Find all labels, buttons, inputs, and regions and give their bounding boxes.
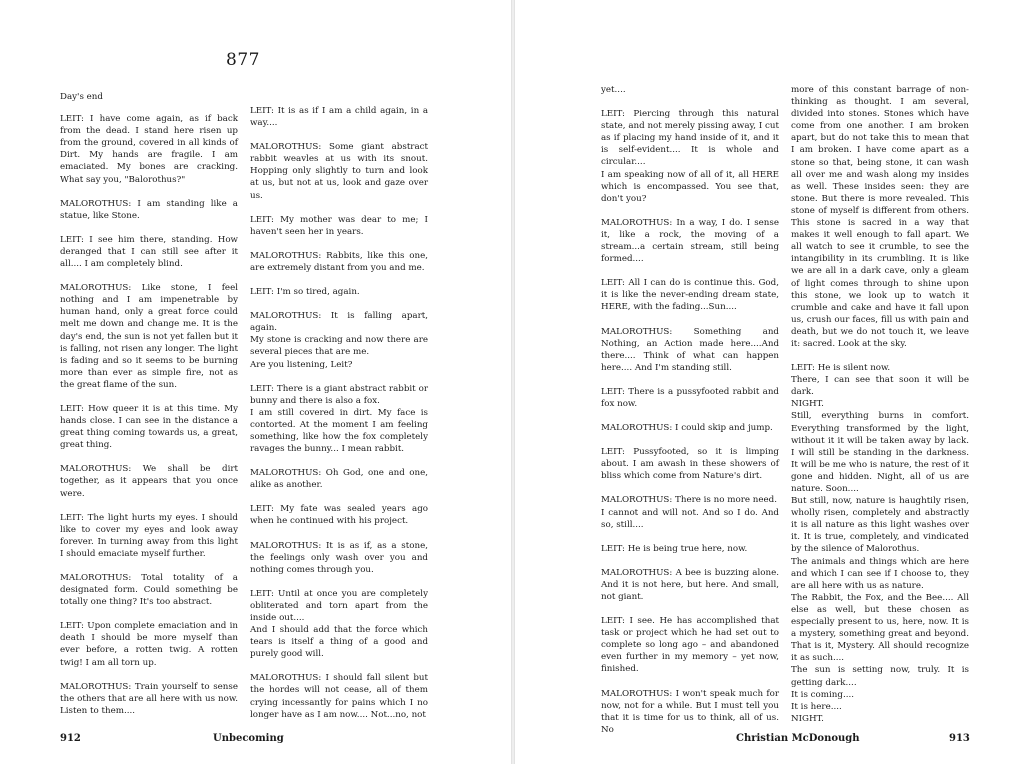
dialogue-paragraph: MALOROTHUS: I am standing like a statue, like Stone. — [60, 198, 238, 221]
top-page-number: 877 — [226, 50, 260, 70]
right-page-column-1 — [601, 84, 779, 748]
dialogue-paragraph: MALOROTHUS: Some giant abstract rabbit weavles at us with its snout. Hopping only slightly to turn and look at us, but not at us, look and gaze over us. — [250, 142, 428, 201]
dialogue-paragraph: LEIT: He is being true here, now. — [601, 543, 748, 554]
dialogue-paragraph: MALOROTHUS: We shall be dirt together, as it appears that you once were. — [60, 464, 238, 499]
dialogue-paragraph: MALOROTHUS: Train yourself to sense the others that are all here with us now. Listen to them.... — [60, 681, 238, 716]
dialogue-paragraph: MALOROTHUS: A bee is buzzing alone. And it is not here, but here. And small, not giant. — [601, 567, 779, 602]
dialogue-paragraph: LEIT: There is a pussyfooted rabbit and fox now. — [601, 386, 779, 409]
dialogue-paragraph: LEIT: I have come again, as if back from the dead. I stand here risen up from the ground, covered in all kinds of Dirt. My hands are fragile. I am emaciated. My bones are cracking. What say you, "Balorothus?" — [60, 114, 238, 185]
dialogue-paragraph: MALOROTHUS: It is as if, as a stone, the feelings only wash over you and nothing comes through you. — [250, 540, 428, 575]
dialogue-paragraph: MALOROTHUS: I should fall silent but the hordes will not cease, all of them crying incessantly for pains which I no longer have as I am now.... Not...no, not — [250, 673, 428, 720]
section-heading: Day's end — [60, 92, 103, 102]
dialogue-paragraph: MALOROTHUS: Something and Nothing, an Action made here....And there.... Think of what can happen here.... And I'm standing still. — [601, 326, 779, 373]
dialogue-paragraph: MALOROTHUS: There is no more need. I cannot and will not. And so I do. And so, still.... — [601, 495, 779, 530]
dialogue-paragraph: LEIT: I see him there, standing. How deranged that I can still see after it all.... I am completely blind. — [60, 234, 238, 270]
left-page-number: 912 — [60, 733, 81, 744]
dialogue-paragraph: LEIT: I see. He has accomplished that task or project which he had set out to complete so long ago – and abandoned even further in my memory – yet now, finished. — [601, 616, 779, 675]
dialogue-paragraph: more of this constant barrage of non-thinking as thought. I am several, divided into stones. Stones which have come from one another. I am broken apart, but do not take this to mean that I am broken. I have come apart as a stone so that, being stone, it can wash all over me and wash along my insides as well. These insides seen: they are stone. But there is more revealed. This stone of myself is different from others. This stone is sacred in a way that makes it well enough to fall apart. We all watch to see it crumble, to see the intangibility in its crumbling. It is like we are all in a dark cave, only a gleam of light comes through to shine upon this stone, we look up to watch it crumble and cake and have it fall upon us, crush our faces, fill us with pain and death, but we do not touch it, we leave it: sacred. Look at the sky. — [791, 85, 969, 349]
dialogue-paragraph: LEIT: The light hurts my eyes. I should like to cover my eyes and look away forever. In turning away from this light I should emaciate myself further. — [60, 512, 238, 559]
right-page-column-2 — [791, 84, 969, 737]
dialogue-paragraph: LEIT: All I can do is continue this. God, it is like the never-ending dream state, HERE, with the fading...Sun.... — [601, 278, 779, 313]
dialogue-paragraph: MALOROTHUS: Rabbits, like this one, are extremely distant from you and me. — [250, 250, 428, 273]
dialogue-paragraph: MALOROTHUS: It is falling apart, again. My stone is cracking and now there are several pieces that are me. Are you listening, Leit? — [250, 311, 428, 370]
dialogue-paragraph: LEIT: Pussyfooted, so it is limping about. I am awash in these showers of bliss which come from Nature's dirt. — [601, 447, 779, 482]
dialogue-paragraph: LEIT: My mother was dear to me; I haven't seen her in years. — [250, 214, 428, 237]
running-footer-title: Unbecoming — [213, 733, 284, 744]
dialogue-paragraph: LEIT: My fate was sealed years ago when he continued with his project. — [250, 504, 428, 527]
dialogue-paragraph: LEIT: Until at once you are completely obliterated and torn apart from the inside out.... And I should add that the force which tears is itself a thing of a good and purely good will. — [250, 588, 428, 660]
dialogue-paragraph: LEIT: He is silent now. There, I can see that soon it will be dark. NIGHT. Still, everything burns in comfort. Everything transformed by the light, without it it will be taken away by lack. I will still be standing in the darkness. It will be me who is nature, the rest of it gone and hidden. Night, all of us are nature. Soon.... But still, now, nature is haughtily risen, wholly risen, completely and abstractly it is all nature as this light washes over it. It is true, completely, and vindicated by the silence of Malorothus. The animals and things which are here and which I can see if I choose to, they are all here with us as nature. The Rabbit, the Fox, and the Bee.... All else as well, but these chosen as especially present to us, here, now. It is a mystery, something great and beyond. That is it, Mystery. All should recognize it as such.... The sun is setting now, truly. It is getting dark.... It is coming.... It is here.... NIGHT. — [791, 363, 969, 724]
left-page-column-2 — [250, 105, 428, 733]
dialogue-paragraph: MALOROTHUS: In a way, I do. I sense it, like a rock, the moving of a stream...a certain stream, still being formed.... — [601, 217, 779, 265]
dialogue-paragraph: MALOROTHUS: Oh God, one and one, alike as another. — [250, 468, 428, 491]
dialogue-paragraph: MALOROTHUS: Like stone, I feel nothing and I am impenetrable by human hand, only a great force could melt me down and change me. It is the day's end, the sun is not yet fallen but it is falling, not risen any longer. The light is fading and so it seems to be burning more than ever as simple fire, not as the great flame of the sun. — [60, 283, 238, 390]
dialogue-paragraph: LEIT: There is a giant abstract rabbit or bunny and there is also a fox. I am still covered in dirt. My face is contorted. At the moment I am feeling something, like how the fox completely ravages the bunny... I mean rabbit. — [250, 383, 428, 455]
dialogue-paragraph: LEIT: I'm so tired, again. — [250, 287, 360, 298]
dialogue-paragraph: MALOROTHUS: Total totality of a designated form. Could something be totally one thing? It's too abstract. — [60, 573, 238, 608]
left-page-column-1 — [60, 91, 238, 729]
dialogue-paragraph: LEIT: Piercing through this natural state, and not merely pissing away, I cut as if placing my hand inside of it, and it is self-evident.... It is whole and circular.... I am speaking now of all of it, all HERE which is encompassed. You see that, don't you? — [601, 109, 779, 204]
dialogue-paragraph: LEIT: It is as if I am a child again, in a way.... — [250, 106, 428, 129]
dialogue-paragraph: LEIT: Upon complete emaciation and in death I should be more myself than ever before, a rotten twig. A rotten twig! I am all torn up. — [60, 621, 238, 668]
dialogue-paragraph: yet.... — [601, 85, 626, 95]
dialogue-paragraph: MALOROTHUS: I could skip and jump. — [601, 423, 773, 434]
dialogue-paragraph: MALOROTHUS: I won't speak much for now, not for a while. But I must tell you that it is time for us to think, all of us. No — [601, 688, 779, 735]
book-gutter — [511, 0, 515, 764]
right-page-number: 913 — [949, 733, 970, 744]
running-footer-author: Christian McDonough — [736, 733, 860, 744]
dialogue-paragraph: LEIT: How queer it is at this time. My hands close. I can see in the distance a great thing coming towards us, a great, great thing. — [60, 403, 238, 451]
